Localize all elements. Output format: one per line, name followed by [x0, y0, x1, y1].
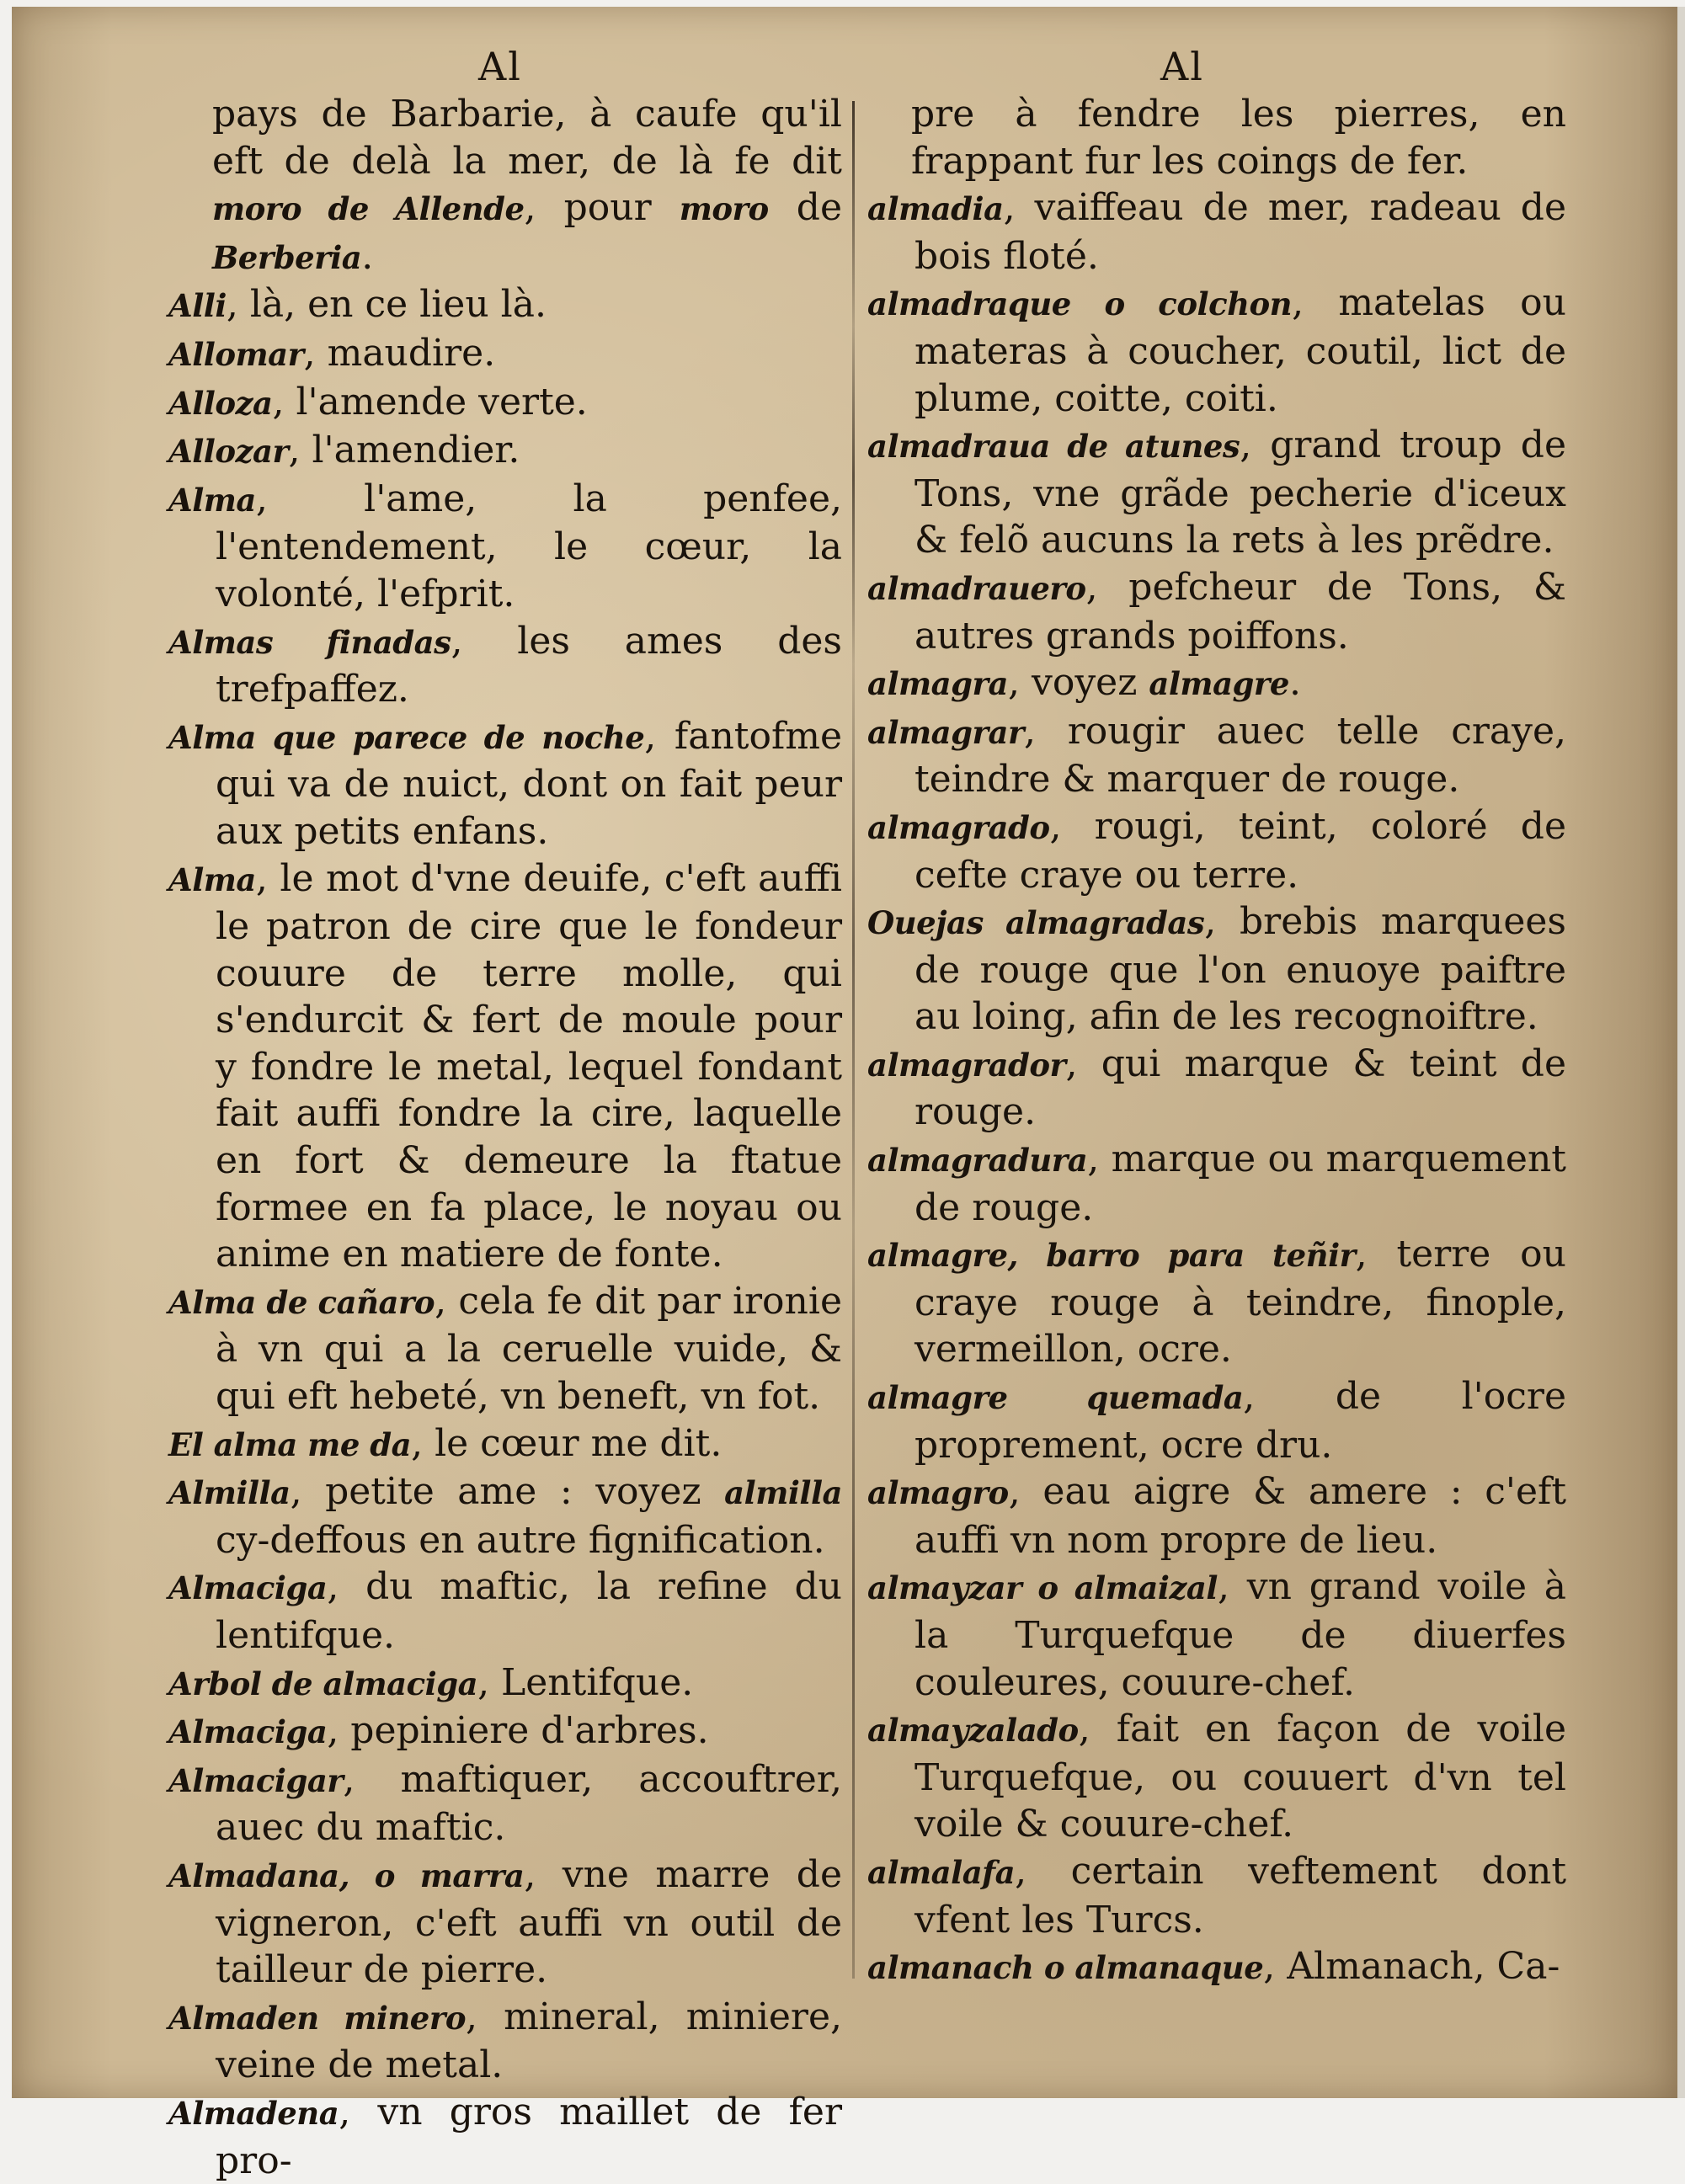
entry-headword: moro [679, 190, 769, 228]
entry-definition: , le mot d'vne deuife, c'eft auffi le patron de cire que le fondeur couure de terre molle, qui s'endurcit & fert de moule pour y fondre le metal, lequel fondant fait auffi fondre la cire, laquelle en fort & demeure la ftatue formee en fa place, le noyau ou anime en matiere de fonte. [216, 856, 842, 1276]
entry-definition: , Almanach, Ca- [1263, 1945, 1560, 1989]
next-page-edge [1677, 7, 1685, 2098]
entry-definition: , vne marre de vigneron, c'eft auffi vn outil de tailleur de pierre. [216, 1852, 842, 1992]
entry-definition: , rougir auec telle craye, teindre & marquer de rouge. [914, 709, 1566, 802]
entry-definition: pre à fendre les pierres, en frappant fur les coings de fer. [911, 93, 1566, 183]
entry-headword: almagrar [867, 713, 1024, 751]
entry-headword: almagre quemada [867, 1379, 1244, 1417]
dictionary-entry [168, 91, 842, 281]
entry-definition: , pour [524, 186, 680, 230]
dictionary-entry [867, 91, 1566, 184]
entry-definition: , vn gros maillet de fer pro- [216, 2090, 842, 2182]
entry-definition: , rougi, teint, coloré de cefte craye ou terre. [914, 804, 1566, 897]
running-header-right: Al [1160, 44, 1204, 89]
dictionary-entry [168, 1851, 842, 1994]
entry-headword: Arbol de almaciga [168, 1665, 478, 1702]
entry-headword: Almilla [168, 1474, 291, 1512]
dictionary-entry [867, 564, 1566, 659]
entry-headword: Berberia [212, 238, 362, 276]
entry-headword: almadraque o colchon [867, 285, 1293, 323]
entry-headword: Almaciga [168, 1569, 328, 1607]
entry-headword: almagra [867, 665, 1008, 703]
entry-headword: Allozar [168, 433, 289, 471]
dictionary-entry [867, 708, 1566, 803]
entry-definition: , fantofme qui va de nuict, dont on fait peur aux petits enfans. [216, 714, 843, 853]
dictionary-entry [168, 1468, 842, 1563]
left-column [168, 91, 842, 2184]
entry-headword: almagradura [867, 1142, 1088, 1180]
entry-headword: Alli [168, 287, 227, 325]
dictionary-entry [867, 1706, 1566, 1848]
entry-headword: Alloza [168, 384, 273, 422]
entry-headword: Almaciga [168, 1713, 328, 1751]
entry-headword: Alma de cañaro [168, 1283, 435, 1321]
entry-definition: , l'ame, la penfee, l'entendement, le cœur, la volonté, l'efprit. [216, 477, 842, 615]
entry-headword: Ouejas almagradas [867, 904, 1205, 942]
entry-headword: almagre, barro para teñir [867, 1237, 1356, 1275]
dictionary-entry [867, 1468, 1566, 1563]
entry-definition: , les ames des trefpaffez. [216, 619, 842, 711]
entry-definition: , maudire. [303, 331, 496, 375]
entry-definition: , pepiniere d'arbres. [327, 1709, 709, 1753]
dictionary-entry [168, 618, 842, 713]
dictionary-entry [867, 659, 1566, 708]
entry-headword: Alma que parece de noche [168, 718, 645, 756]
entry-headword: almilla [724, 1474, 842, 1512]
dictionary-entry [867, 422, 1566, 564]
entry-definition: , marque ou marquement de rouge. [914, 1137, 1566, 1229]
dictionary-entry [168, 1563, 842, 1659]
entry-headword: Almadena [168, 2094, 339, 2132]
right-column [867, 91, 1566, 1992]
dictionary-entry [168, 379, 842, 428]
dictionary-entry [867, 1231, 1566, 1373]
entry-headword: Almas finadas [168, 623, 451, 661]
dictionary-entry [867, 1041, 1566, 1136]
entry-headword: Allomar [168, 335, 304, 373]
dictionary-entry [168, 713, 842, 855]
entry-headword: almalafa [867, 1853, 1016, 1891]
dictionary-entry [867, 1848, 1566, 1943]
entry-definition: de [768, 186, 842, 230]
entry-definition: , mineral, miniere, veine de metal. [216, 1995, 842, 2087]
dictionary-entry [867, 1136, 1566, 1231]
entry-definition: , cela fe dit par ironie à vn qui a la ceruelle vuide, & qui eft hebeté, vn beneft, vn fot. [216, 1279, 842, 1419]
entry-definition: , certain veftement dont vfent les Turcs. [914, 1849, 1566, 1942]
entry-definition: , eau aigre & amere : c'eft auffi vn nom propre de lieu. [914, 1470, 1566, 1562]
dictionary-entry [867, 1373, 1566, 1468]
entry-headword: Alma [168, 481, 256, 519]
entry-definition: , petite ame : voyez [290, 1470, 725, 1514]
dictionary-entry [168, 330, 842, 379]
entry-headword: El alma me da [168, 1425, 412, 1463]
dictionary-entry [168, 476, 842, 618]
entry-definition: , fait en façon de voile Turquefque, ou couuert d'vn tel voile & couure-chef. [914, 1707, 1566, 1846]
dictionary-entry [867, 1563, 1566, 1706]
entry-headword: almagrador [867, 1046, 1066, 1084]
dictionary-entry [168, 1994, 842, 2089]
entry-definition: cy-deffous en autre fignification. [216, 1518, 825, 1562]
entry-definition: , qui marque & teint de rouge. [914, 1041, 1566, 1134]
entry-headword: almanach o almanaque [867, 1949, 1264, 1987]
dictionary-entry [168, 1659, 842, 1708]
dictionary-entry [168, 427, 842, 476]
entry-definition: , voyez [1008, 661, 1149, 705]
entry-definition: , brebis marquees de rouge que l'on enuoye paiftre au loing, afin de les recognoiftre. [914, 900, 1566, 1039]
entry-headword: Almacigar [168, 1761, 344, 1799]
entry-headword: moro de Allende [212, 190, 525, 228]
entry-definition: , matelas ou materas à coucher, coutil, lict de plume, coitte, coiti. [914, 281, 1566, 420]
entry-definition: , là, en ce lieu là. [226, 283, 547, 327]
column-divider [852, 101, 855, 1979]
dictionary-entry [168, 1707, 842, 1756]
dictionary-entry [168, 1420, 842, 1469]
running-header-left: Al [478, 44, 522, 89]
entry-definition: , Lentifque. [477, 1660, 694, 1704]
entry-definition: , pefcheur de Tons, & autres grands poiffons. [914, 565, 1566, 658]
dictionary-entry [867, 803, 1566, 898]
entry-definition: , terre ou craye rouge à teindre, finople, vermeillon, ocre. [914, 1233, 1566, 1372]
dictionary-entry [867, 1943, 1566, 1992]
entry-definition: , grand troup de Tons, vne grãde pecherie d'iceux & felõ aucuns la rets à les prẽdre. [914, 423, 1566, 562]
entry-headword: almayzalado [867, 1712, 1079, 1750]
dictionary-entry [168, 2089, 842, 2184]
entry-definition: , maftiquer, accouftrer, auec du maftic. [216, 1757, 842, 1850]
entry-definition: , vaiffeau de mer, radeau de bois floté. [914, 186, 1566, 278]
entry-headword: almagrado [867, 808, 1050, 846]
entry-headword: almagre [1149, 665, 1289, 703]
entry-headword: Almadana, o marra [168, 1856, 525, 1894]
entry-headword: almayzar o almaizal [867, 1569, 1218, 1607]
entry-definition: . [1288, 661, 1301, 705]
entry-definition: , vn grand voile à la Turquefque de diuerfes couleures, couure-chef. [914, 1565, 1567, 1704]
dictionary-entry [867, 898, 1566, 1041]
entry-headword: almadraua de atunes [867, 428, 1240, 466]
dictionary-entry [867, 280, 1566, 422]
entry-definition: , l'amende verte. [272, 380, 588, 423]
entry-headword: almadia [867, 190, 1004, 228]
dictionary-entry [168, 1756, 842, 1851]
dictionary-entry [168, 281, 842, 330]
dictionary-entry [168, 1278, 842, 1420]
entry-definition: , de l'ocre proprement, ocre dru. [914, 1375, 1566, 1467]
entry-definition: . [361, 234, 374, 278]
entry-definition: , du maftic, la refine du lentifque. [216, 1565, 842, 1657]
entry-headword: almadrauero [867, 569, 1086, 607]
entry-headword: Alma [168, 860, 256, 898]
entry-definition: , le cœur me dit. [411, 1421, 723, 1465]
entry-headword: almagro [867, 1474, 1009, 1512]
entry-headword: Almaden minero [168, 1999, 467, 2037]
entry-definition: pays de Barbarie, à caufe qu'il eft de delà la mer, de là fe dit [212, 93, 842, 183]
dictionary-entry [168, 855, 842, 1278]
entry-definition: , l'amendier. [288, 429, 520, 472]
dictionary-entry [867, 184, 1566, 280]
